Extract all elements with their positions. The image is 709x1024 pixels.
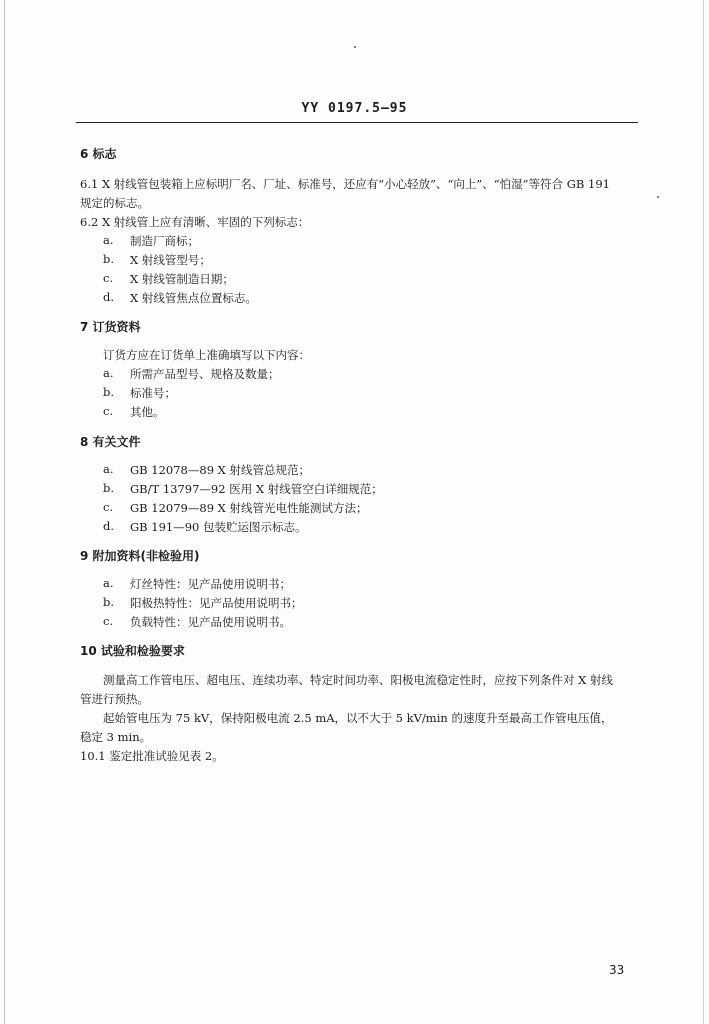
list-item-label: a. bbox=[103, 366, 114, 380]
section-10-para-2-line-1: 起始管电压为 75 kV，保持阳极电流 2.5 mA，以不大于 5 kV/min 的速度升至最高工作管电压值， bbox=[103, 711, 613, 725]
list-item-text: X 射线管制造日期； bbox=[130, 272, 234, 286]
section-10-1: 10.1 鉴定批准试验见表 2。 bbox=[80, 749, 224, 763]
scan-edge-right bbox=[703, 0, 704, 1024]
list-item-label: c. bbox=[103, 271, 114, 285]
section-6-1-line-1: 6.1 X 射线管包装箱上应标明厂名、厂址、标准号，还应有“小心轻放”、“向上”、“怕湿”等符合 GB 191 bbox=[80, 177, 610, 191]
list-item-label: b. bbox=[103, 481, 115, 495]
scan-edge-left bbox=[4, 0, 5, 1024]
section-7-heading: 7 订货资料 bbox=[80, 320, 141, 334]
list-item-text: 标准号； bbox=[130, 386, 176, 400]
list-item-label: b. bbox=[103, 385, 115, 399]
section-6-heading: 6 标志 bbox=[80, 147, 117, 161]
list-item-text: GB/T 13797—92 医用 X 射线管空白详细规范； bbox=[130, 482, 383, 496]
scan-speck bbox=[354, 46, 356, 48]
list-item-label: d. bbox=[103, 519, 115, 533]
list-item-text: 制造厂商标； bbox=[130, 234, 199, 248]
list-item-text: 其他。 bbox=[130, 405, 165, 419]
section-10-para-2-line-2: 稳定 3 min。 bbox=[80, 730, 152, 744]
list-item-label: a. bbox=[103, 576, 114, 590]
list-item-label: b. bbox=[103, 252, 115, 266]
section-10-heading: 10 试验和检验要求 bbox=[80, 644, 185, 658]
section-10-para-1-line-2: 管进行预热。 bbox=[80, 692, 149, 706]
list-item-label: d. bbox=[103, 290, 115, 304]
list-item-text: 所需产品型号、规格及数量； bbox=[130, 367, 280, 381]
header-rule bbox=[76, 122, 638, 123]
list-item-text: GB 191—90 包装贮运图示标志。 bbox=[130, 520, 307, 534]
section-6-1-line-2: 规定的标志。 bbox=[80, 196, 149, 210]
list-item-text: 负载特性：见产品使用说明书。 bbox=[130, 615, 291, 629]
list-item-label: c. bbox=[103, 404, 114, 418]
list-item-text: GB 12078—89 X 射线管总规范； bbox=[130, 463, 311, 477]
list-item-text: GB 12079—89 X 射线管光电性能测试方法； bbox=[130, 501, 368, 515]
list-item-label: c. bbox=[103, 500, 114, 514]
list-item-label: a. bbox=[103, 462, 114, 476]
section-7-intro: 订货方应在订货单上准确填写以下内容： bbox=[103, 348, 310, 362]
section-6-2-intro: 6.2 X 射线管上应有清晰、牢固的下列标志： bbox=[80, 215, 310, 229]
list-item-text: X 射线管型号； bbox=[130, 253, 211, 267]
list-item-label: b. bbox=[103, 595, 115, 609]
list-item-label: a. bbox=[103, 233, 114, 247]
scan-speck bbox=[657, 196, 659, 198]
section-8-heading: 8 有关文件 bbox=[80, 435, 141, 449]
page-number: 33 bbox=[609, 963, 625, 977]
list-item-text: X 射线管焦点位置标志。 bbox=[130, 291, 257, 305]
list-item-label: c. bbox=[103, 614, 114, 628]
standard-number-header: YY 0197.5—95 bbox=[301, 101, 408, 116]
list-item-text: 阳极热特性：见产品使用说明书； bbox=[130, 596, 303, 610]
section-9-heading: 9 附加资料(非检验用) bbox=[80, 549, 200, 563]
list-item-text: 灯丝特性：见产品使用说明书； bbox=[130, 577, 291, 591]
section-10-para-1-line-1: 测量高工作管电压、超电压、连续功率、特定时间功率、阳极电流稳定性时，应按下列条件对 X 射线 bbox=[103, 673, 613, 687]
